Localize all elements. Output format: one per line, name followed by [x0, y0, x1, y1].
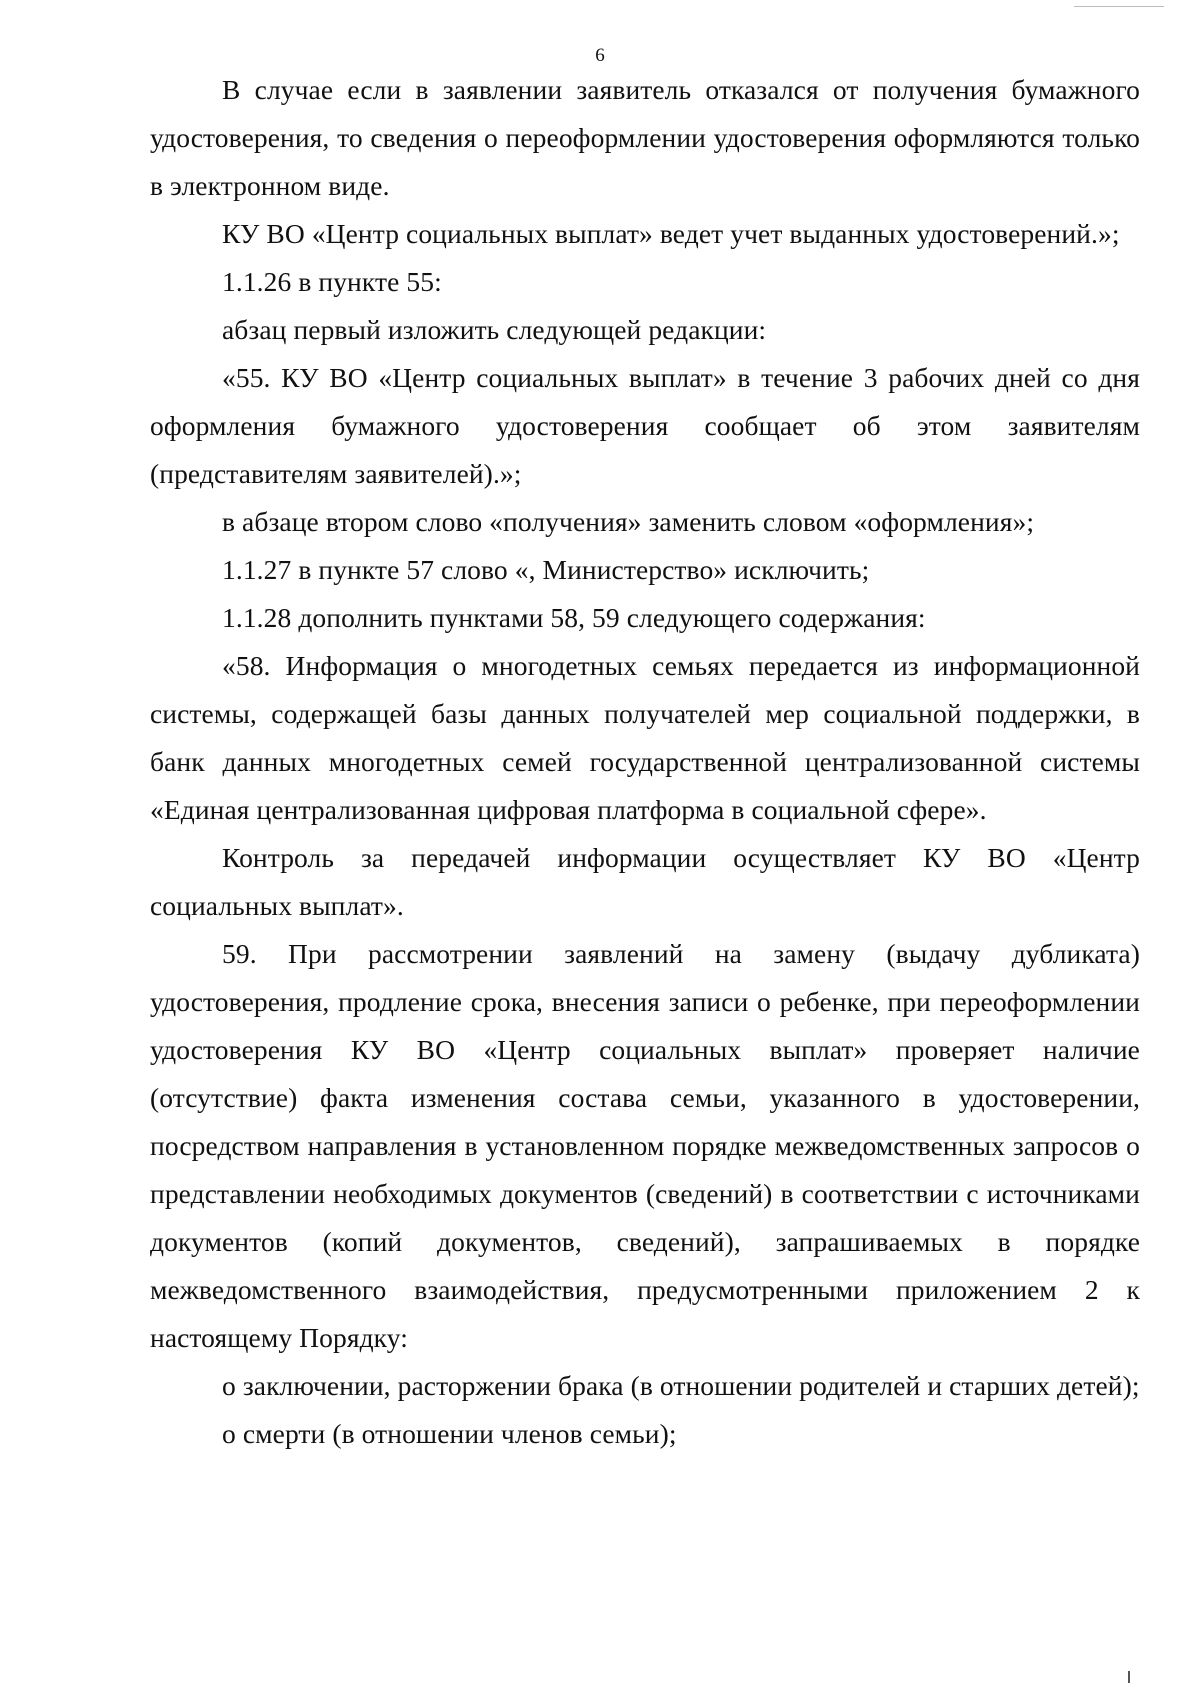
- scan-bottom-mark: [1128, 1671, 1130, 1683]
- page-number: 6: [595, 45, 605, 66]
- paragraph: 1.1.27 в пункте 57 слово «, Министерство» исключить;: [222, 554, 870, 585]
- scan-edge-mark: [1074, 0, 1164, 7]
- paragraph: абзац первый изложить следующей редакции:: [222, 314, 767, 345]
- paragraph: о смерти (в отношении членов семьи);: [222, 1418, 677, 1449]
- document-body: [150, 66, 1140, 1458]
- paragraph: «55. КУ ВО «Центр социальных выплат» в течение 3 рабочих дней со дня оформления бумажного удостоверения сообщает об этом заявителям (представителям заявителей).»;: [150, 362, 1140, 489]
- paragraph: о заключении, расторжении брака (в отношении родителей и старших детей);: [222, 1370, 1140, 1401]
- paragraph: 1.1.26 в пункте 55:: [222, 266, 442, 297]
- paragraph: В случае если в заявлении заявитель отказался от получения бумажного удостоверения, то сведения о переоформлении удостоверения оформляются только в электронном виде.: [150, 74, 1140, 201]
- paragraph: в абзаце втором слово «получения» заменить словом «оформления»;: [222, 506, 1035, 537]
- paragraph: «58. Информация о многодетных семьях передается из информационной системы, содержащей базы данных получателей мер социальной поддержки, в банк данных многодетных семей государственной централизованной системы «Единая централизованная цифровая платформа в социальной сфере».: [150, 650, 1140, 825]
- paragraph: Контроль за передачей информации осуществляет КУ ВО «Центр социальных выплат».: [150, 842, 1140, 921]
- paragraph: 1.1.28 дополнить пунктами 58, 59 следующего содержания:: [222, 602, 926, 633]
- paragraph: 59. При рассмотрении заявлений на замену (выдачу дубликата) удостоверения, продление срока, внесения записи о ребенке, при переоформлении удостоверения КУ ВО «Центр социальных выплат» проверяет наличие (отсутствие) факта изменения состава семьи, указанного в удостоверении, посредством направления в установленном порядке межведомственных запросов о представлении необходимых документов (сведений) в соответствии с источниками документов (копий документов, сведений), запрашиваемых в порядке межведомственного взаимодействия, предусмотренными приложением 2 к настоящему Порядку:: [150, 938, 1140, 1353]
- paragraph: КУ ВО «Центр социальных выплат» ведет учет выданных удостоверений.»;: [222, 218, 1120, 249]
